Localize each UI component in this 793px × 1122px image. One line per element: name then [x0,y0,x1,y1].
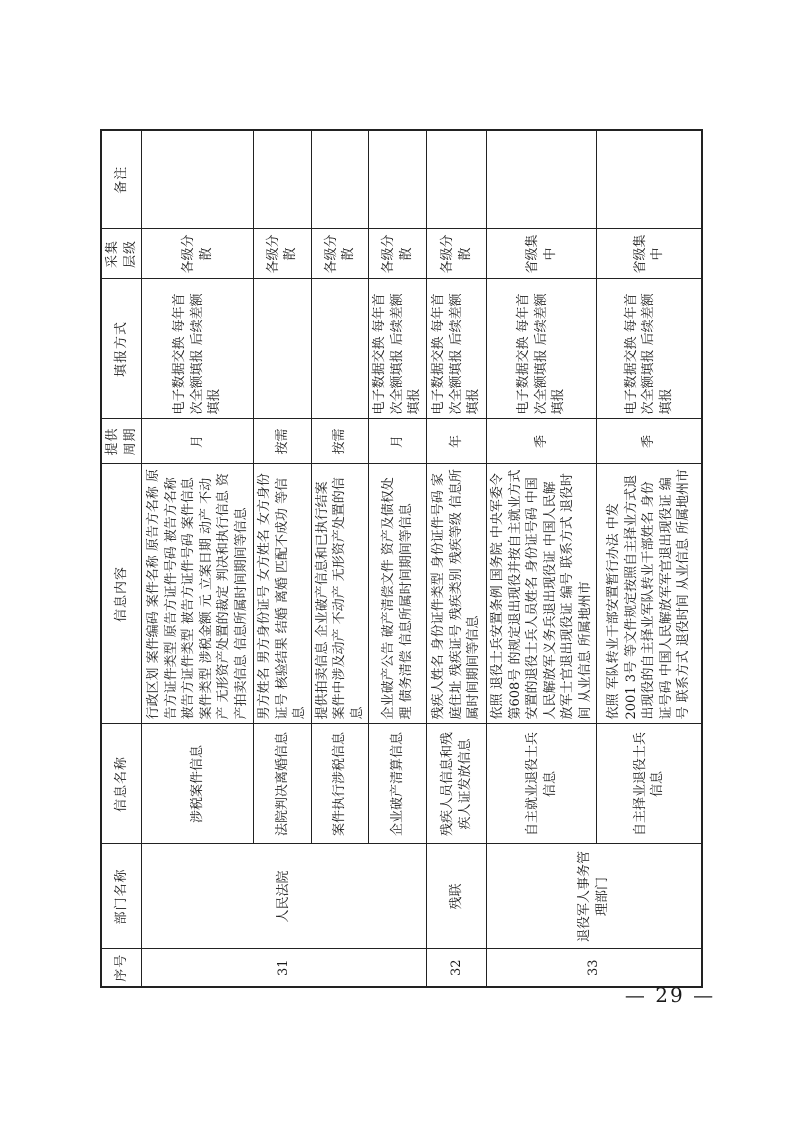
row-remark [427,130,487,229]
row-cycle: 年 [427,419,487,464]
table-row [487,130,597,987]
table-row [427,130,487,987]
row-level: 各级分散 [369,229,427,279]
row-name: 企业破产清算信息 [369,724,427,844]
header-method: 填报方式 [101,279,142,419]
row-dept: 残联 [427,844,487,949]
row-cycle: 按需 [311,419,369,464]
row-remark [597,130,702,229]
row-remark [487,130,597,229]
rotated-table-wrapper [100,131,692,988]
row-remark [311,130,369,229]
row-method [254,279,312,419]
row-content: 依照 军队转业干部安置暂行办法 中发 2001 3号 等文件规定按照自主择业方式退出现役的自主择业军队转业干部姓名 身份证号码 中国人民解放军军官退出现役证 编号 联系方式 退役时间 从业信息 所属地州市 [597,464,702,724]
row-content: 提供拍卖信息 企业破产信息和已执行结案案件中涉及动产 不动产 无形资产处置的信息 [311,464,369,724]
page-number: — 29 — [624,983,716,1007]
row-level: 省级集中 [597,229,702,279]
row-cycle: 季 [597,419,702,464]
row-method: 电子数据交换 每年首次全额填报 后续差额填报 [487,279,597,419]
row-name: 残疾人员信息和残疾人证发放信息 [427,724,487,844]
row-dept: 退役军人事务管理部门 [487,844,702,949]
row-method [311,279,369,419]
row-name: 自主就业退役士兵信息 [487,724,597,844]
row-name: 案件执行涉税信息 [311,724,369,844]
row-remark [369,130,427,229]
header-row [101,130,142,987]
row-content: 残疾人姓名 身份证件类型 身份证件号码 家庭住址 残疾证号 残疾类别 残疾等级 信息所属时间期间等信息 [427,464,487,724]
row-seq: 33 [487,949,702,987]
row-content: 男方姓名 男方身份证号 女方姓名 女方身份证号 核验结果 结婚 离婚 匹配不成功 等信息 [254,464,312,724]
row-remark [142,130,254,229]
header-name: 信息名称 [101,724,142,844]
row-method: 电子数据交换 每年首次全额填报 后续差额填报 [142,279,254,419]
row-level: 各级分散 [142,229,254,279]
row-seq: 32 [427,949,487,987]
info-table [100,129,703,988]
row-method: 电子数据交换 每年首次全额填报 后续差额填报 [369,279,427,419]
row-level: 各级分散 [427,229,487,279]
header-seq: 序号 [101,949,142,987]
header-level: 采集层级 [101,229,142,279]
row-method: 电子数据交换 每年首次全额填报 后续差额填报 [597,279,702,419]
header-cycle: 提供周期 [101,419,142,464]
row-cycle: 月 [369,419,427,464]
row-cycle: 季 [487,419,597,464]
row-method: 电子数据交换 每年首次全额填报 后续差额填报 [427,279,487,419]
table-row [142,130,254,987]
row-name: 法院判决离婚信息 [254,724,312,844]
row-content: 行政区划 案件编码 案件名称 原告方名称 原告方证件类型 原告方证件号码 被告方名称 被告方证件类型 被告方证件号码 案件信息 案件类型 涉税金额 元 立案日期 动产 不动产 无形资产处置的裁定 判决和执行信息 资产拍卖信息 信息所属时间期间等信息 [142,464,254,724]
row-name: 涉税案件信息 [142,724,254,844]
row-level: 各级分散 [311,229,369,279]
row-name: 自主择业退役士兵信息 [597,724,702,844]
row-level: 省级集中 [487,229,597,279]
row-content: 依照 退役士兵安置条例 国务院 中央军委令第608号 的规定退出现役并按自主就业方式安置的退役士兵人员姓名 身份证号码 中国人民解放军义务兵退出现役证 中国人民解放军士官退出现役证 编号 联系方式 退役时间 从业信息 所属地州市 [487,464,597,724]
row-cycle: 按需 [254,419,312,464]
row-dept: 人民法院 [142,844,427,949]
header-dept: 部门名称 [101,844,142,949]
header-remark: 备注 [101,130,142,229]
row-content: 企业破产公告 破产清偿文件 资产及债权处理 债务清偿 信息所属时间期间等信息 [369,464,427,724]
row-cycle: 月 [142,419,254,464]
header-content: 信息内容 [101,464,142,724]
row-seq: 31 [142,949,427,987]
row-level: 各级分散 [254,229,312,279]
row-remark [254,130,312,229]
